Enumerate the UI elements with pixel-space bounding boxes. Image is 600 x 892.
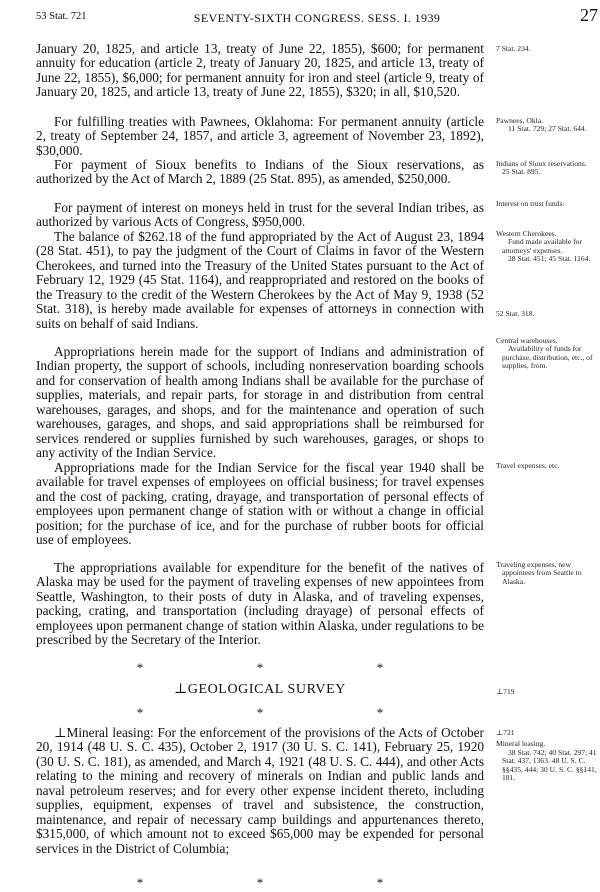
margin-note: ⊥719 xyxy=(496,687,515,696)
star-separator: * * * xyxy=(136,705,384,720)
star-separator: * * * xyxy=(136,875,384,890)
margin-note: ⊥721 Mineral leasing. 38 Stat. 742; 40 Stat. 297; 41 Stat. 437, 1363. 48 U. S. C. §§435, 444; 30 U. S. C. §§141, 181. xyxy=(496,728,597,783)
margin-note: 52 Stat. 318. xyxy=(496,309,535,318)
paragraph-mineral-leasing: ⊥Mineral leasing: For the enforcement of the provisions of the Acts of October 20, 1914 (48 U. S. C. 435), October 2, 1917 (30 U. S. C. 141), February 25, 1920 (30 U. S. C. 181), as amended, and March 4, 1921 (48 U. S. C. 444), and other Acts relating to the mining and recovery of minerals on Indian and public lands and naval petroleum reserves; and for every other expense incident thereto, including supplies, equipment, expenses of travel and subsistence, the construction, maintenance, and repair of necessary camp buildings and appurtenances thereto, $315,000, of which amount not to exceed $65,000 may be expended for personal services in the District of Columbia; xyxy=(36,725,484,856)
margin-note: Western Cherokees. Fund made available for attorneys' expenses. 28 Stat. 451; 45 Stat. 1164. xyxy=(496,229,591,264)
paragraph-alaska-travel: The appropriations available for expenditure for the benefit of the natives of Alaska may be used for the payment of traveling expenses of new appointees from Seattle, Washington, to their posts of duty in Alaska, and of traveling expenses, packing, crating, and transportation (including drayage) of personal effects of employees upon permanent change of station within Alaska, under regulations to be prescribed by the Secretary of the Interior. xyxy=(36,560,484,648)
section-heading: ⊥GEOLOGICAL SURVEY xyxy=(173,682,347,697)
margin-note: Indians of Sioux reservations. 25 Stat. 895. xyxy=(496,159,587,177)
margin-note: Travel expenses, etc. xyxy=(496,461,560,470)
margin-note: 7 Stat. 234. xyxy=(496,44,531,53)
paragraph-travel-expenses: Appropriations made for the Indian Service for the fiscal year 1940 shall be available for travel expenses of employees on official business; for travel expenses and the cost of packing, crating, drayage, and transportation of personal effects of employees upon permanent change of station with or without a change in official position; for the purchase of ice, and for the purchase of rubber boots for official use of employees. xyxy=(36,460,484,548)
margin-note: Traveling expenses, new appointees from Seattle to Alaska. xyxy=(496,560,582,586)
star-separator: * * * xyxy=(136,660,384,675)
paragraph-trust-interest: For payment of interest on moneys held in trust for the several Indian tribes, as authorized by various Acts of Congress, $950,000. xyxy=(36,200,484,230)
page-header xyxy=(36,7,598,29)
margin-note: Central warehouses. Availability of funds for purchase, distribution, etc., of supplies, from. xyxy=(496,336,593,371)
statute-citation: 53 Stat. 721 xyxy=(36,11,87,22)
paragraph-pawnees: For fulfilling treaties with Pawnees, Oklahoma: For permanent annuity (article 2, treaty of September 24, 1857, and article 3, agreement of November 23, 1892), $30,000. xyxy=(36,114,484,158)
paragraph-annuity-continuation: January 20, 1825, and article 13, treaty of June 22, 1855), $600; for permanent annuity for education (article 2, treaty of January 20, 1825, and article 13, treaty of June 22, 1855), $6,000; for permanent annuity for iron and steel (article 9, treaty of January 20, 1825, and article 13, treaty of June 22, 1855), $320; in all, $10,520. xyxy=(36,41,484,100)
page-number: 27 xyxy=(580,5,598,25)
margin-note: Interest on trust funds. xyxy=(496,199,565,208)
paragraph-sioux: For payment of Sioux benefits to Indians of the Sioux reservations, as authorized by the Act of March 2, 1889 (25 Stat. 895), as amended, $250,000. xyxy=(36,157,484,187)
paragraph-central-warehouses: Appropriations herein made for the support of Indians and administration of Indian property, the support of schools, including nonreservation boarding schools and for conservation of health among Indians shall be available for the purchase of supplies, materials, and repair parts, for storage in and distribution from central warehouses, garages, and shops, and for the maintenance and operation of such warehouses, garages, and shops, and said appropriations shall be reimbursed for services rendered or supplies furnished by such warehouses, garages, or shops to any activity of the Indian Service. xyxy=(36,344,484,461)
running-title: SEVENTY-SIXTH CONGRESS. SESS. I. 1939 xyxy=(193,11,441,25)
margin-note: Pawnees, Okla. 11 Stat. 729; 27 Stat. 644. xyxy=(496,116,587,134)
paragraph-western-cherokees: The balance of $262.18 of the fund appropriated by the Act of August 23, 1894 (28 Stat. 451), to pay the judgment of the Court of Claims in favor of the Western Cherokees, and turned into the Treasury of the United States pursuant to the Act of February 12, 1929 (45 Stat. 1164), and reappropriated and restored on the books of the Treasury to the credit of the Western Cherokees by the Act of May 9, 1938 (52 Stat. 318), is hereby made available for expenses of attorneys in connection with suits on behalf of said Indians. xyxy=(36,229,484,331)
